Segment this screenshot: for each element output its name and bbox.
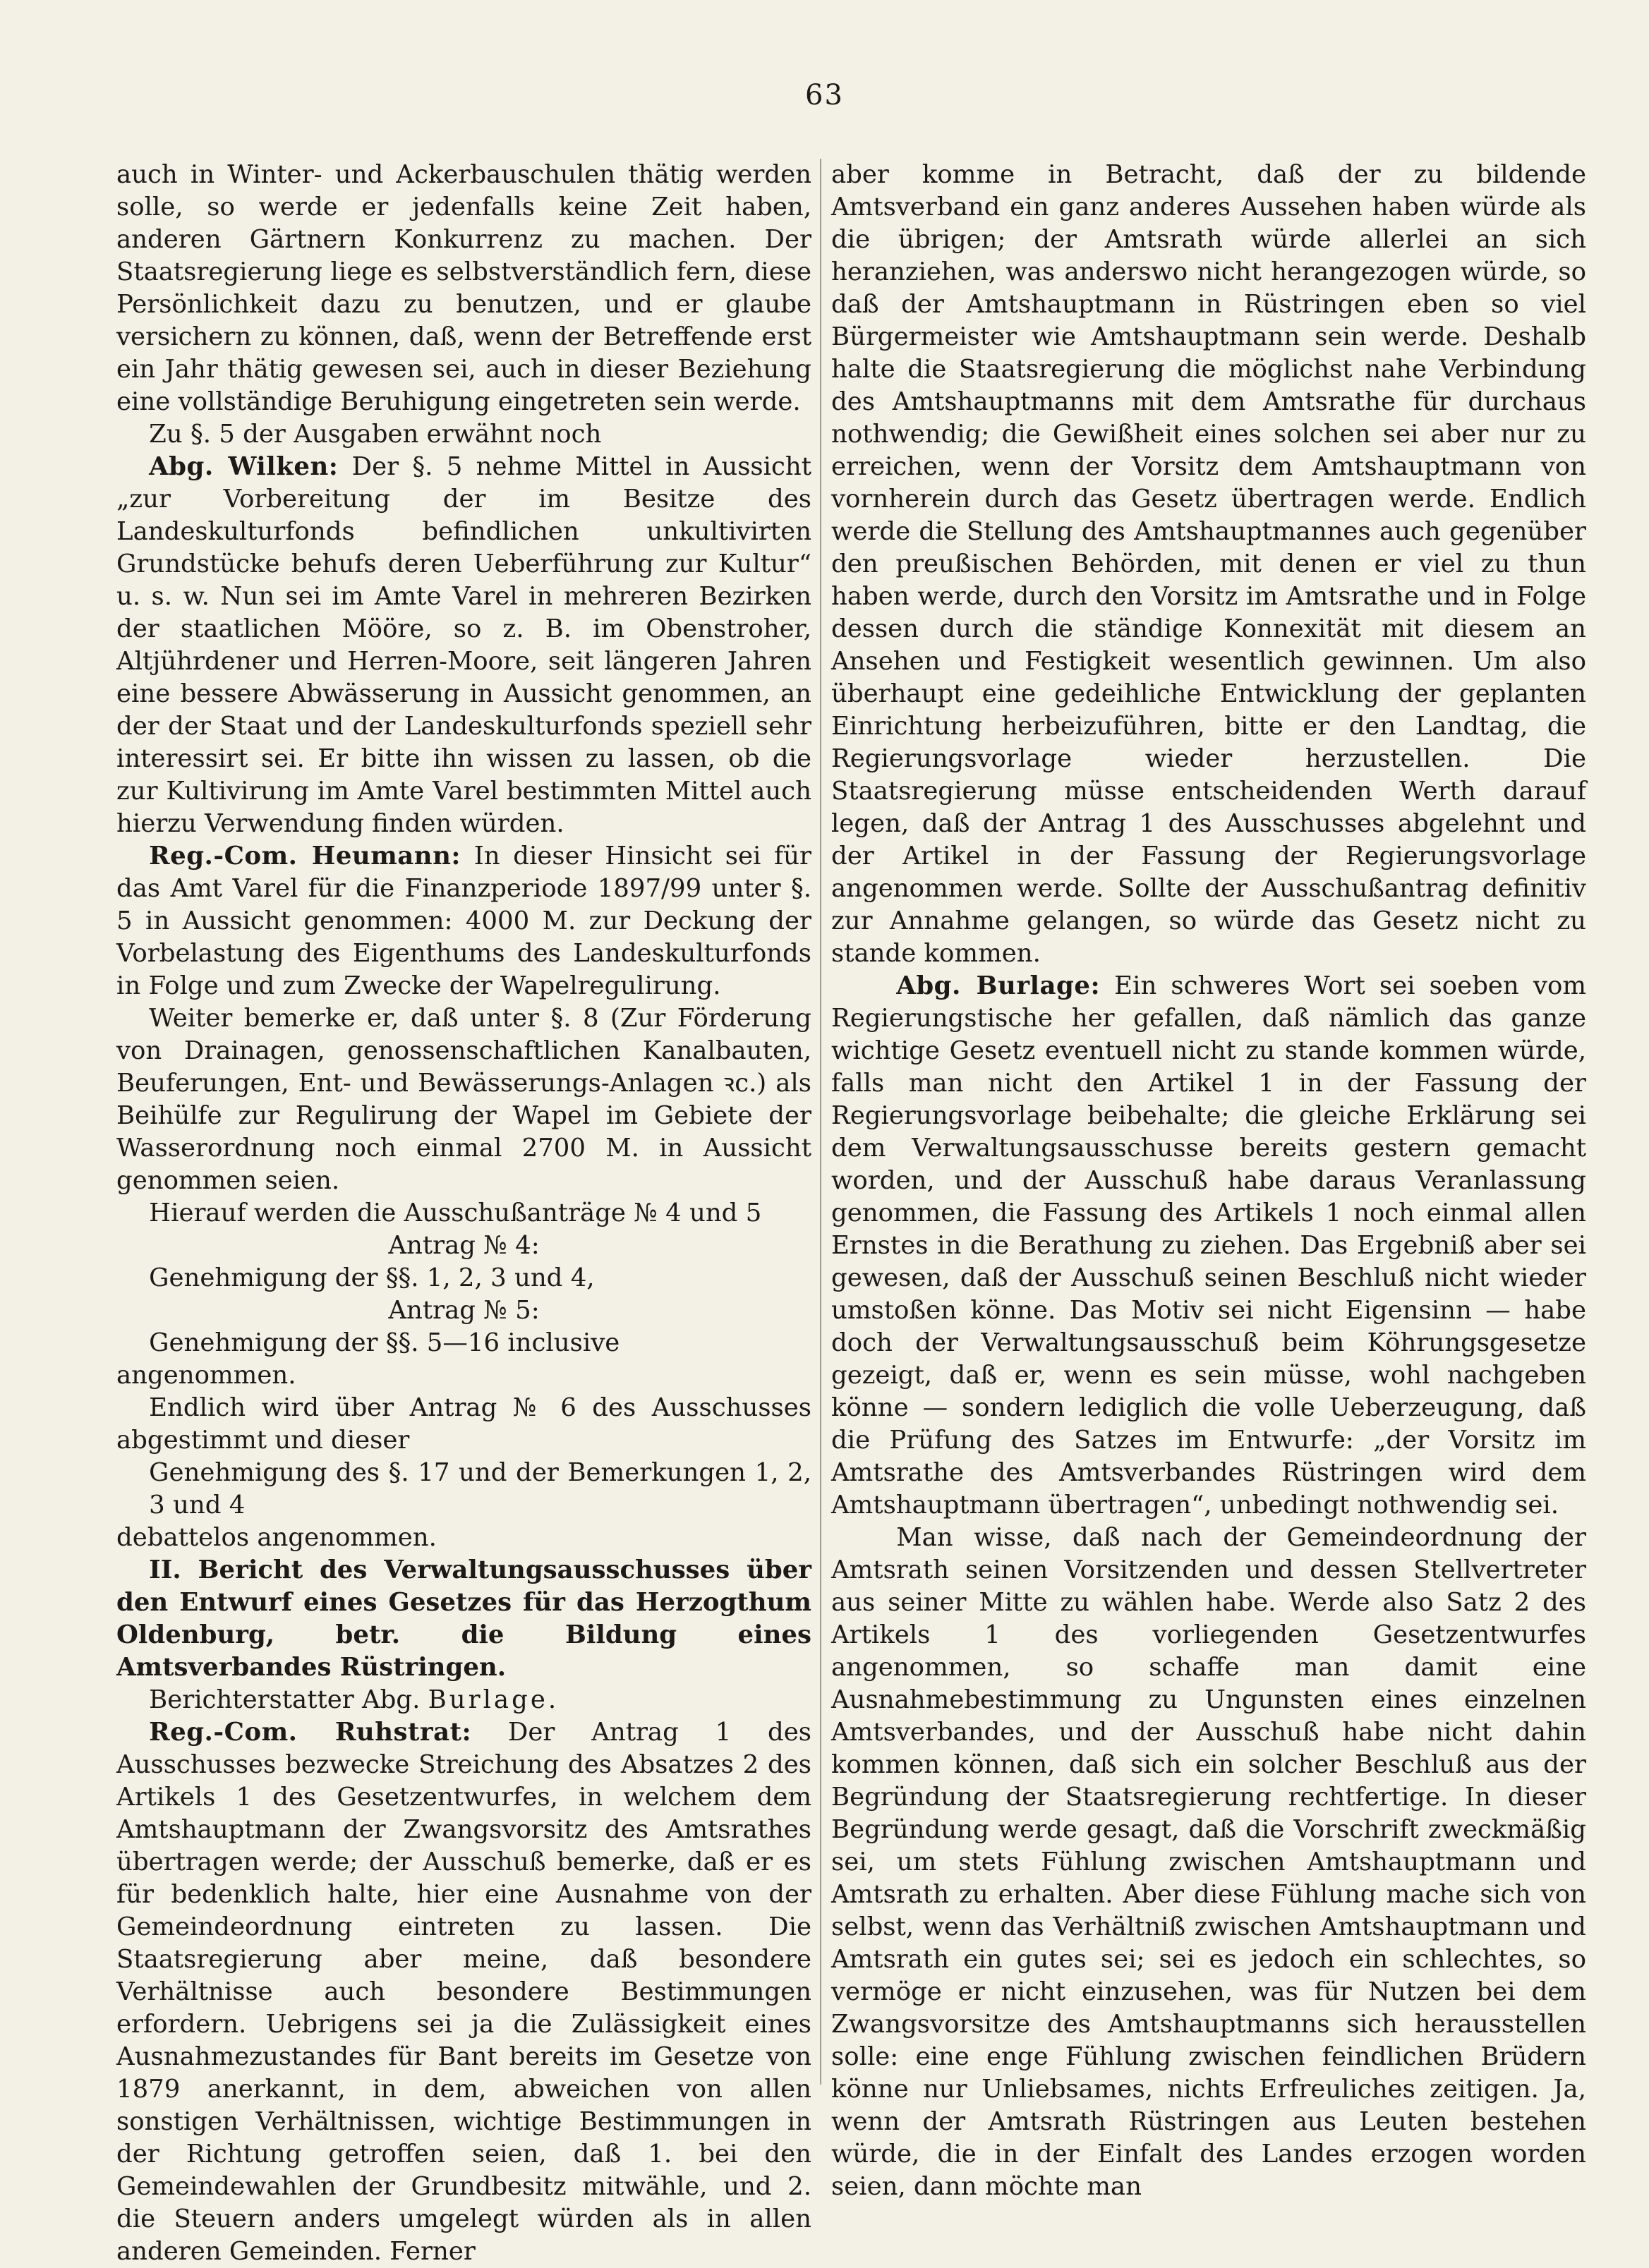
paragraph-text: auch in Winter- und Ackerbauschulen thätig werden solle, so werde er jedenfalls keine Zeit haben, anderen Gärtnern Konkurrenz zu machen. Der Staatsregierung liege es selbstverständlich fern, diese Persönlichkeit dazu zu benutzen, und er glaube versichern zu können, daß, wenn der Betreffende erst ein Jahr thätig gewesen sei, auch in dieser Beziehung eine vollständige Beruhigung eingetreten sein werde. [116,160,811,416]
paragraph-text: Zu §. 5 der Ausgaben erwähnt noch [149,420,602,449]
paragraph-text: Ein schweres Wort sei soeben vom Regierungstische her gefallen, daß nämlich das ganze wichtige Gesetz eventuell nicht zu stande kommen würde, falls man nicht den Artikel 1 in der Fassung der Regierungsvorlage beibehalte; die gleiche Erklärung sei dem Verwaltungsausschusse bereits gestern gemacht worden, und der Ausschuß habe daraus Veranlassung genommen, die Fassung des Artikels 1 noch einmal allen Ernstes in die Berathung zu ziehen. Das Ergebniß aber sei gewesen, daß der Ausschuß seinen Beschluß nicht wieder umstoßen könne. Das Motiv sei nicht Eigensinn — habe doch der Verwaltungsausschuß beim Köhrungsgesetze gezeigt, daß er, wenn es sein müsse, wohl nachgeben könne — sondern lediglich die volle Ueberzeugung, daß die Prüfung des Satzes im Entwurfe: „der Vorsitz im Amtsrathe des Amtsverbandes Rüstringen wird dem Amtshauptmann übertragen“, unbedingt nothwendig sei. [831,971,1586,1520]
paragraph [116,1294,811,1327]
paragraph-text: II. Bericht des Verwaltungsausschusses über den Entwurf eines Gesetzes für das Herzogthum Oldenburg, betr. die Bildung eines Amtsverbandes Rüstringen. [116,1556,811,1682]
paragraph [116,1522,811,1554]
paragraph-text: Antrag № 5: [388,1296,540,1325]
paragraph [116,418,811,451]
paragraph-text: Berichterstatter Abg. [149,1685,428,1714]
page-number: 63 [805,79,844,111]
paragraph [116,1197,811,1230]
paragraph-text: In dieser Hinsicht sei für das Amt Varel für die Finanzperiode 1897/99 unter §. 5 in Aussicht genommen: 4000 M. zur Deckung der Vorbelastung des Eigenthums des Landeskulturfonds in Folge und zum Zwecke der Wapelregulirung. [116,842,812,1000]
paragraph-text: Antrag № 4: [388,1231,540,1260]
paragraph [831,159,1586,970]
paragraph [116,1327,811,1359]
paragraph [831,1522,1586,2203]
paragraph [116,451,811,840]
paragraph-text: Genehmigung der §§. 1, 2, 3 und 4, [149,1263,595,1292]
paragraph-text: Der §. 5 nehme Mittel in Aussicht „zur Vorbereitung der im Besitze des Landeskulturfonds befindlichen unkultivirten Grundstücke behufs deren Ueberführung zur Kultur“ u. s. w. Nun sei im Amte Varel in mehreren Bezirken der staatlichen Mööre, so z. B. im Obenstroher, Altjührdener und Herren-Moore, seit längeren Jahren eine bessere Abwässerung in Aussicht genommen, an der der Staat und der Landeskulturfonds speziell sehr interessirt sei. Er bitte ihn wissen zu lassen, ob die zur Kultivirung im Amte Varel bestimmten Mittel auch hierzu Verwendung finden würden. [116,452,811,838]
section-heading [116,1554,811,1684]
speaker-name: Reg.-Com. Ruhstrat: [149,1718,472,1747]
paragraph-text: Man wisse, daß nach der Gemeindeordnung der Amtsrath seinen Vorsitzenden und dessen Stellvertreter aus seiner Mitte zu wählen habe. Werde also Satz 2 des Artikels 1 des vorliegenden Gesetzentwurfes angenommen, so schaffe man damit eine Ausnahmebestimmung zu Ungunsten eines einzelnen Amtsverbandes, und der Ausschuß habe nicht dahin kommen können, daß sich ein solcher Beschluß aus der Begründung der Staatsregierung rechtfertige. In dieser Begründung werde gesagt, daß die Vorschrift zweckmäßig sei, um stets Fühlung zwischen Amtshauptmann und Amtsrath zu erhalten. Aber diese Fühlung mache sich von selbst, wenn das Verhältniß zwischen Amtshauptmann und Amtsrath ein gutes sei; sei es jedoch ein schlechtes, so vermöge er nicht einzusehen, was für Nutzen bei dem Zwangsvorsitze des Amtshauptmanns sich herausstellen solle: eine enge Fühlung zwischen feindlichen Brüdern könne nur Unliebsames, nichts Erfreuliches zeitigen. Ja, wenn der Amtsrath Rüstringen aus Leuten bestehen würde, die in der Einfalt des Landes erzogen worden seien, dann möchte man [831,1523,1586,2201]
paragraph-text: Weiter bemerke er, daß unter §. 8 (Zur Förderung von Drainagen, genossenschaftlichen Kanalbauten, Beuferungen, Ent- und Bewässerungs-Anlagen ꝛc.) als Beihülfe zur Regulirung der Wapel im Gebiete der Wasserordnung noch einmal 2700 M. in Aussicht genommen seien. [116,1004,811,1195]
paragraph [116,1684,811,1716]
speaker-name: Abg. Wilken: [149,452,339,481]
paragraph [116,1002,811,1197]
spaced-name: Burlage. [428,1685,560,1714]
paragraph [116,1392,811,1457]
paragraph [116,1716,811,2268]
paragraph-text: aber komme in Betracht, daß der zu bildende Amtsverband ein ganz anderes Aussehen haben würde als die übrigen; der Amtsrath würde allerlei an sich heranziehen, was anderswo nicht herangezogen würde, so daß der Amtshauptmann in Rüstringen eben so viel Bürgermeister wie Amtshauptmann sein werde. Deshalb halte die Staatsregierung die möglichst nahe Verbindung des Amtshauptmanns mit dem Amtsrathe für durchaus nothwendig; die Gewißheit eines solchen sei aber nur zu erreichen, wenn der Vorsitz dem Amtshauptmann von vornherein durch das Gesetz übertragen werde. Endlich werde die Stellung des Amtshauptmannes auch gegenüber den preußischen Behörden, mit denen er viel zu thun haben werde, durch den Vorsitz im Amtsrathe und in Folge dessen durch die ständige Konnexität mit diesem an Ansehen und Festigkeit wesentlich gewinnen. Um also überhaupt eine gedeihliche Entwicklung der geplanten Einrichtung herbeizuführen, bitte er den Landtag, die Regierungsvorlage wieder herzustellen. Die Staatsregierung müsse entscheidenden Werth darauf legen, daß der Antrag 1 des Ausschusses abgelehnt und der Artikel in der Fassung der Regierungsvorlage angenommen werde. Sollte der Ausschußantrag definitiv zur Annahme gelangen, so würde das Gesetz nicht zu stande kommen. [831,160,1586,968]
paragraph-text: Genehmigung der §§. 5—16 inclusive [149,1328,620,1357]
paragraph [116,1230,811,1262]
paragraph-text: Endlich wird über Antrag № 6 des Ausschusses abgestimmt und dieser [116,1393,811,1455]
paragraph [831,970,1586,1522]
paragraph-text: debattelos angenommen. [116,1523,437,1552]
left-column [116,159,812,2266]
paragraph [116,1359,811,1392]
paragraph-text: Der Antrag 1 des Ausschusses bezwecke Streichung des Absatzes 2 des Artikels 1 des Gesetzentwurfes, in welchem dem Amtshauptmann der Zwangsvorsitz des Amtsrathes übertragen werde; der Ausschuß bemerke, daß er es für bedenklich halte, hier eine Ausnahme von der Gemeindeordnung eintreten zu lassen. Die Staatsregierung aber meine, daß besondere Verhältnisse auch besondere Bestimmungen erfordern. Uebrigens sei ja die Zulässigkeit eines Ausnahmezustandes für Bant bereits im Gesetze von 1879 anerkannt, in dem, abweichen von allen sonstigen Verhältnissen, wichtige Bestimmungen in der Richtung getroffen seien, daß 1. bei den Gemeindewahlen der Grundbesitz mitwähle, und 2. die Steuern anders umgelegt würden als in allen anderen Gemeinden. Ferner [116,1718,811,2266]
paragraph [116,159,811,418]
column-divider [820,159,821,2085]
paragraph [116,1262,811,1294]
speaker-name: Reg.-Com. Heumann: [149,842,461,871]
paragraph-text: angenommen. [116,1361,296,1390]
right-column [831,159,1586,2201]
paragraph [116,1457,811,1522]
paragraph [116,840,811,1002]
speaker-name: Abg. Burlage: [896,971,1101,1000]
paragraph-text: Genehmigung des §. 17 und der Bemerkungen 1, 2, 3 und 4 [149,1458,811,1520]
paragraph-text: Hierauf werden die Ausschußanträge № 4 und 5 [149,1199,762,1227]
